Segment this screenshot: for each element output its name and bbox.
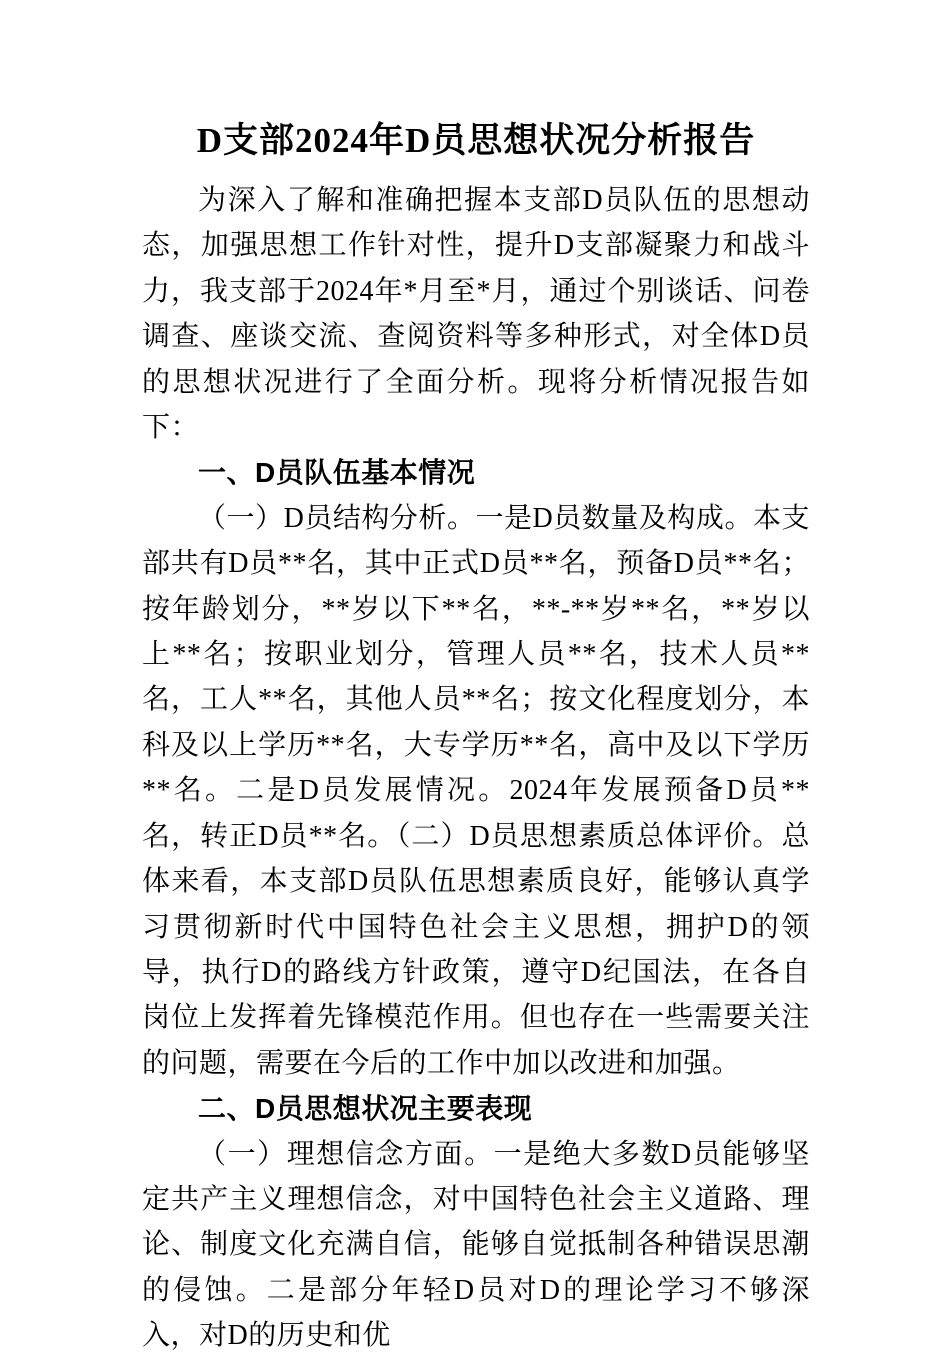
paragraph-intro: 为深入了解和准确把握本支部D员队伍的思想动态，加强思想工作针对性，提升D支部凝聚力和战斗力，我支部于2024年*月至*月，通过个别谈话、问卷调查、座谈交流、查阅资料等多种形式，对全体D员的思想状况进行了全面分析。现将分析情况报告如下：: [142, 185, 810, 444]
paragraph-section-1: （一）D员结构分析。一是D员数量及构成。本支部共有D员**名，其中正式D员**名，预备D员**名；按年龄划分，**岁以下**名，**-**岁**名，**岁以上**名；按职业划分，管理人员**名，技术人员**名，工人**名，其他人员**名；按文化程度划分，本科及以上学历**名，大专学历**名，高中及以下学历**名。二是D员发展情况。2024年发展预备D员**名，转正D员**名。（二）D员思想素质总体评价。总体来看，本支部D员队伍思想素质良好，能够认真学习贯彻新时代中国特色社会主义思想，拥护D的领导，执行D的路线方针政策，遵守D纪国法，在各自岗位上发挥着先锋模范作用。但也存在一些需要关注的问题，需要在今后的工作中加以改进和加强。: [142, 502, 810, 1079]
paragraph-section-2: （一）理想信念方面。一是绝大多数D员能够坚定共产主义理想信念，对中国特色社会主义道路、理论、制度文化充满自信，能够自觉抵制各种错误思潮的侵蚀。二是部分年轻D员对D的理论学习不够深入，对D的历史和优: [142, 1138, 810, 1352]
section-heading-2: 二、D员思想状况主要表现: [198, 1093, 533, 1125]
section-heading-1: 一、D员队伍基本情况: [198, 457, 476, 489]
document-title: D支部2024年D员思想状况分析报告: [196, 121, 756, 160]
